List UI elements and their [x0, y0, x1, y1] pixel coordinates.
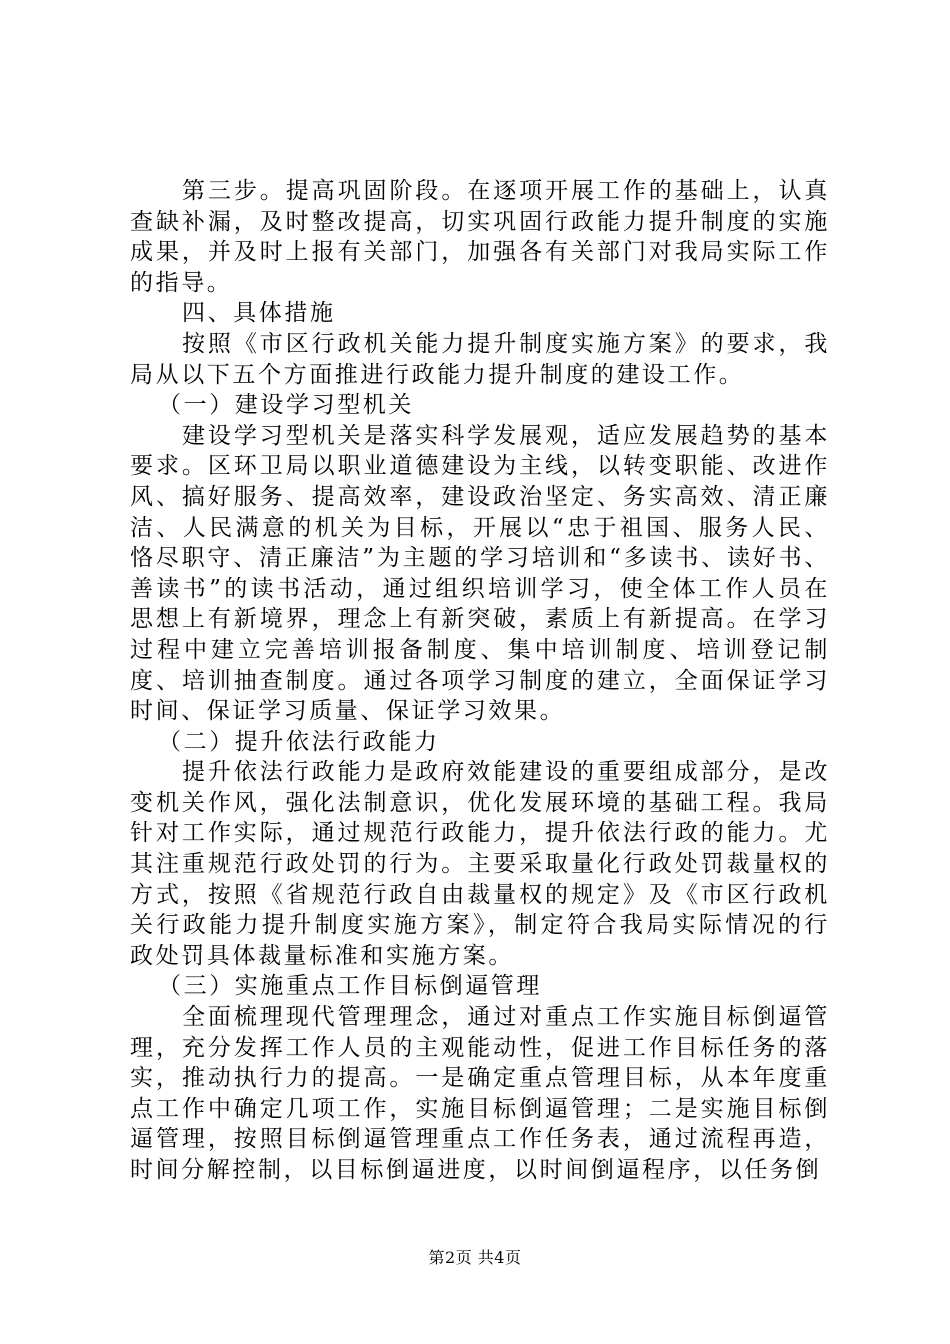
- page-number-footer: 第2页 共4页: [428, 1248, 522, 1267]
- subheading-target-management: （三）实施重点工作目标倒逼管理: [158, 973, 542, 1000]
- paragraph-law-based-administration: 提升依法行政能力是政府效能建设的重要组成部分，是改变机关作风，强化法制意识，优化发展环境的基础工程。我局针对工作实际，通过规范行政能力，提升依法行政的能力。尤其注重规范行政处罚的行为。主要采取量化行政处罚裁量权的方式，按照《省规范行政自由裁量权的规定》及《市区行政机关行政能力提升制度实施方案》，制定符合我局实际情况的行政处罚具体裁量标准和实施方案。: [130, 759, 830, 969]
- paragraph-step-three: 第三步。提高巩固阶段。在逐项开展工作的基础上，认真查缺补漏，及时整改提高，切实巩固行政能力提升制度的实施成果，并及时上报有关部门，加强各有关部门对我局实际工作的指导。: [130, 178, 830, 296]
- paragraph-measures-intro: 按照《市区行政机关能力提升制度实施方案》的要求，我局从以下五个方面推进行政能力提升制度的建设工作。: [130, 330, 830, 388]
- subheading-learning-organization: （一）建设学习型机关: [158, 392, 414, 419]
- subheading-law-based-administration: （二）提升依法行政能力: [158, 728, 440, 755]
- paragraph-target-management: 全面梳理现代管理理念，通过对重点工作实施目标倒逼管理，充分发挥工作人员的主观能动性，促进工作目标任务的落实，推动执行力的提高。一是确定重点管理目标，从本年度重点工作中确定几项工作，实施目标倒逼管理；二是实施目标倒逼管理，按照目标倒逼管理重点工作任务表，通过流程再造，时间分解控制，以目标倒逼进度，以时间倒逼程序，以任务倒: [130, 1004, 830, 1183]
- paragraph-learning-organization: 建设学习型机关是落实科学发展观，适应发展趋势的基本要求。区环卫局以职业道德建设为主线，以转变职能、改进作风、搞好服务、提高效率，建设政治坚定、务实高效、清正廉洁、人民满意的机关为目标，开展以“忠于祖国、服务人民、恪尽职守、清正廉洁”为主题的学习培训和“多读书、读好书、善读书”的读书活动，通过组织培训学习，使全体工作人员在思想上有新境界，理念上有新突破，素质上有新提高。在学习过程中建立完善培训报备制度、集中培训制度、培训登记制度、培训抽查制度。通过各项学习制度的建立，全面保证学习时间、保证学习质量、保证学习效果。: [130, 422, 830, 725]
- section-heading-measures: 四、具体措施: [182, 300, 336, 327]
- document-body: [130, 176, 830, 1186]
